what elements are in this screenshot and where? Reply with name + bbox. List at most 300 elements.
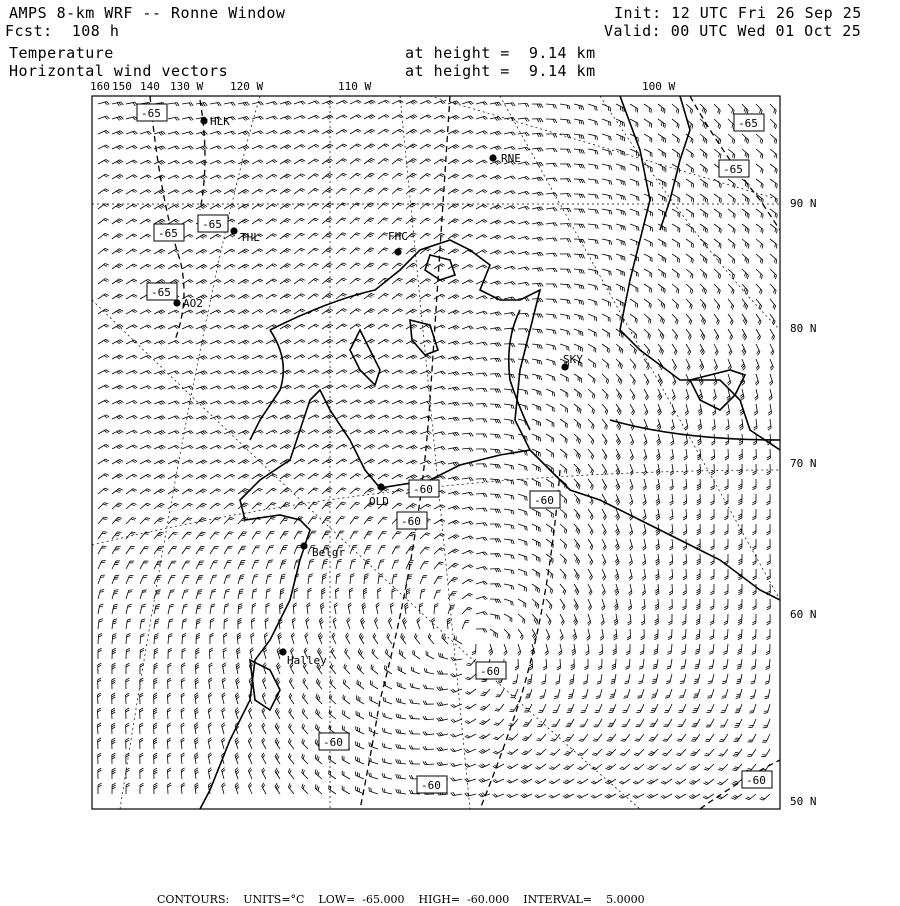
wind-barb <box>167 738 171 749</box>
wind-barb <box>280 116 291 120</box>
wind-barb <box>752 614 756 625</box>
wind-barb <box>322 444 333 449</box>
wind-barb <box>98 678 102 689</box>
wind-barb <box>208 738 212 749</box>
wind-barb <box>546 419 554 427</box>
wind-barb <box>504 434 514 440</box>
wind-barb <box>154 131 165 135</box>
wind-barb <box>98 159 109 164</box>
wind-barb <box>154 753 158 764</box>
wind-barb <box>616 179 625 185</box>
wind-barb <box>616 344 623 354</box>
wind-barb <box>280 444 291 449</box>
wind-barb <box>140 310 151 314</box>
wind-barb <box>490 509 501 513</box>
wind-barb <box>224 264 235 269</box>
wind-barb <box>359 633 364 644</box>
wind-barb <box>538 704 546 712</box>
wind-barb <box>252 102 263 105</box>
wind-barb <box>654 644 658 655</box>
wind-barb <box>336 444 347 449</box>
wind-barb <box>98 444 109 449</box>
contour-units: UNITS=°C <box>243 893 304 906</box>
wind-barb <box>476 464 487 468</box>
wind-barb <box>266 574 272 584</box>
wind-barb <box>493 749 504 754</box>
wind-barb <box>577 779 588 784</box>
wind-barb <box>439 653 448 659</box>
wind-barb <box>578 749 588 756</box>
wind-barb <box>336 263 346 269</box>
wind-barb <box>518 554 527 561</box>
wind-barb <box>644 254 652 262</box>
wind-barb <box>764 704 770 713</box>
wind-barb <box>672 194 680 202</box>
wind-barb <box>507 749 518 755</box>
wind-barb <box>262 708 266 719</box>
temperature-contours <box>150 96 780 809</box>
wind-barb <box>266 309 277 314</box>
wind-barb <box>210 340 221 344</box>
wind-barb <box>98 532 107 539</box>
wind-barb <box>546 299 557 303</box>
wind-barb <box>451 778 462 782</box>
wind-barb <box>644 359 649 370</box>
wind-barb <box>168 386 179 389</box>
wind-barb <box>700 149 707 158</box>
wind-barb <box>588 524 593 535</box>
wind-barb <box>770 134 777 144</box>
wind-barb <box>294 101 305 104</box>
wind-barb <box>689 794 700 799</box>
wind-barb <box>315 754 322 764</box>
wind-barb <box>294 130 305 134</box>
wind-barb <box>126 219 137 224</box>
wind-barb <box>686 299 692 309</box>
wind-barb <box>597 674 602 684</box>
wind-barb <box>642 539 646 550</box>
wind-barb <box>508 734 518 740</box>
station-label: OLD <box>369 495 389 508</box>
wind-barb <box>643 509 647 520</box>
wind-barb <box>222 678 226 689</box>
wind-barb <box>357 664 364 674</box>
wind-barb <box>140 768 144 779</box>
wind-barb <box>126 294 137 299</box>
wind-barb <box>437 762 448 766</box>
wind-barb <box>210 356 221 359</box>
wind-barb <box>168 633 172 644</box>
wind-barb <box>726 419 730 430</box>
wind-barb <box>403 618 407 629</box>
wind-barb <box>406 385 417 389</box>
wind-barb <box>448 159 459 164</box>
wind-barb <box>140 371 151 374</box>
wind-barb <box>644 374 649 385</box>
wind-barb <box>476 493 487 497</box>
contour-interval: INTERVAL= 5.0000 <box>523 893 644 906</box>
wind-barb <box>462 219 473 224</box>
wind-barb <box>630 239 639 246</box>
wind-barb <box>736 689 742 698</box>
wind-barb <box>448 477 459 481</box>
wind-barb <box>546 284 557 288</box>
wind-barb <box>98 233 109 239</box>
wind-barb <box>490 599 501 603</box>
wind-barb <box>196 532 206 539</box>
wind-barb <box>182 401 193 404</box>
wind-barb <box>560 524 567 534</box>
wind-barb <box>280 603 284 614</box>
wind-barb <box>364 218 374 224</box>
wind-barb <box>740 389 744 400</box>
wind-barb <box>668 629 672 640</box>
wind-barb <box>195 693 199 704</box>
wind-barb <box>235 783 239 794</box>
wind-barb <box>465 734 476 738</box>
wind-barb <box>378 218 388 224</box>
wind-barb <box>322 339 333 344</box>
wind-barb <box>392 339 403 344</box>
wind-barb <box>602 584 605 595</box>
wind-barb <box>546 149 557 153</box>
wind-barb <box>364 248 374 254</box>
wind-barb <box>182 175 193 179</box>
wind-barb <box>465 778 476 781</box>
wind-barb <box>532 237 543 241</box>
wind-barb <box>262 768 266 779</box>
wind-barb <box>98 619 103 629</box>
wind-barb <box>627 629 631 640</box>
station-dot <box>300 542 307 549</box>
wind-barb <box>262 693 266 704</box>
wind-barb <box>615 509 619 520</box>
wind-barb <box>196 371 207 375</box>
wind-barb <box>532 569 540 577</box>
wind-barb <box>196 160 207 164</box>
wind-barb <box>495 704 504 711</box>
wind-barb <box>248 768 252 779</box>
wind-barb <box>262 678 266 689</box>
wind-barb <box>490 389 501 393</box>
wind-barb <box>126 385 137 389</box>
wind-barb <box>760 794 770 800</box>
wind-barb <box>448 310 459 314</box>
wind-barb <box>126 693 130 704</box>
wind-barb <box>588 479 593 490</box>
wind-barb <box>476 296 487 299</box>
wind-barb <box>448 549 459 554</box>
wind-barb <box>378 445 389 449</box>
wind-barb <box>224 279 235 284</box>
wind-barb <box>507 764 518 769</box>
wind-barb <box>700 359 704 370</box>
wind-barb <box>752 629 756 640</box>
wind-barb <box>224 430 235 434</box>
wind-barb <box>588 434 594 445</box>
wind-barb <box>248 783 252 794</box>
wind-barb <box>644 314 651 324</box>
wind-barb <box>602 224 612 230</box>
wind-barb <box>700 164 707 173</box>
wind-barb <box>112 723 116 734</box>
wind-barb <box>466 659 476 666</box>
wind-barb <box>490 266 501 270</box>
wind-barb <box>588 119 597 125</box>
wind-barb <box>658 149 666 158</box>
wind-barb <box>518 252 529 255</box>
wind-barb <box>602 464 607 475</box>
wind-barb <box>434 130 445 134</box>
wind-barb <box>350 115 361 119</box>
wind-barb <box>196 131 207 135</box>
wind-barb <box>728 344 732 355</box>
wind-barb <box>289 723 294 734</box>
wind-barb <box>126 325 137 329</box>
wind-barb <box>768 404 772 415</box>
wind-barb <box>396 698 406 704</box>
wind-barb <box>615 554 619 565</box>
wind-barb <box>140 503 151 509</box>
wind-barb <box>210 131 221 134</box>
wind-barb <box>700 314 706 325</box>
wind-barb <box>601 599 604 610</box>
wind-barb <box>686 239 693 248</box>
wind-barb <box>266 130 277 134</box>
wind-barb <box>671 404 674 415</box>
lon-label-110w: 110 W <box>338 80 371 93</box>
wind-barb <box>363 588 367 599</box>
wind-barb <box>168 356 179 359</box>
wind-barb <box>181 723 185 734</box>
wind-barb <box>308 502 318 509</box>
wind-barb <box>424 668 434 674</box>
wind-barb <box>630 104 638 113</box>
wind-barb <box>238 102 249 106</box>
wind-barb <box>490 539 501 543</box>
wind-barb <box>140 518 150 524</box>
wind-barb <box>168 663 172 674</box>
wind-barb <box>681 644 686 654</box>
wind-barb <box>196 619 201 629</box>
wind-barb <box>451 674 462 677</box>
wind-barb <box>168 575 176 584</box>
wind-barb <box>579 734 588 741</box>
wind-barb <box>154 460 165 464</box>
wind-barb <box>633 779 644 784</box>
wind-barb <box>686 149 693 158</box>
wind-barb <box>396 759 406 764</box>
wind-barb <box>462 295 473 299</box>
wind-barb <box>98 263 109 269</box>
wind-barb <box>252 488 263 494</box>
wind-barb <box>518 479 527 486</box>
wind-barb <box>560 509 567 519</box>
wind-barb <box>98 503 108 509</box>
wind-barb <box>728 179 735 188</box>
wind-barb <box>747 749 756 756</box>
wind-barb <box>322 130 333 134</box>
wind-barb <box>98 218 109 224</box>
wind-barb <box>724 599 728 610</box>
wind-barb <box>224 618 228 629</box>
wind-barb <box>392 460 403 464</box>
wind-barb <box>140 386 151 389</box>
wind-barb <box>742 194 749 203</box>
wind-barb <box>714 269 721 279</box>
wind-barb <box>630 149 638 157</box>
wind-barb <box>535 794 546 798</box>
wind-barb <box>490 281 501 285</box>
wind-barb <box>98 102 109 105</box>
wind-barb <box>308 159 319 164</box>
wind-barb <box>238 604 242 614</box>
wind-barb <box>364 531 373 539</box>
wind-barb <box>742 224 749 233</box>
wind-barb <box>558 644 562 655</box>
wind-barb <box>695 659 700 669</box>
wind-barb <box>266 145 277 149</box>
wind-barb <box>572 644 576 655</box>
wind-barb <box>196 474 207 479</box>
wind-barb <box>738 494 742 505</box>
wind-barb <box>369 757 378 764</box>
wind-barb <box>756 284 762 294</box>
wind-barb <box>490 584 501 588</box>
wind-barb <box>154 325 165 329</box>
wind-barb <box>364 144 375 149</box>
wind-barb <box>252 160 263 164</box>
wind-barb <box>750 689 756 699</box>
wind-barb <box>574 134 584 139</box>
wind-barb <box>670 479 674 490</box>
wind-barb <box>686 284 693 294</box>
wind-barb <box>196 234 207 239</box>
wind-barb <box>342 756 350 764</box>
wind-barb <box>210 575 217 584</box>
wind-barb <box>238 445 249 449</box>
wind-barb <box>154 204 165 209</box>
wind-barb <box>647 779 658 784</box>
wind-barb <box>512 674 518 684</box>
wind-barb <box>630 359 636 369</box>
wind-barb <box>522 749 532 755</box>
wind-barb <box>112 219 123 224</box>
wind-barb <box>181 708 185 719</box>
wind-barb <box>628 599 632 610</box>
wind-barb <box>745 794 756 800</box>
wind-barb <box>182 547 191 554</box>
wind-barb <box>490 117 501 121</box>
wind-barb <box>195 663 199 674</box>
wind-barb <box>574 239 585 243</box>
wind-barb <box>168 117 179 121</box>
wind-barb <box>692 704 700 712</box>
wind-barb <box>322 415 333 419</box>
wind-barb <box>574 494 580 504</box>
wind-barb <box>378 188 388 194</box>
wind-barb <box>546 389 555 397</box>
wind-barb <box>672 149 680 158</box>
wind-barb <box>588 464 594 475</box>
wind-barb <box>210 160 221 164</box>
wind-barb <box>406 294 417 299</box>
wind-barb <box>656 434 660 445</box>
wind-barb <box>711 479 715 490</box>
wind-barb <box>410 683 420 689</box>
wind-barb <box>434 417 445 420</box>
wind-barb <box>434 519 445 524</box>
wind-barb <box>251 618 255 629</box>
wind-barb <box>711 494 715 505</box>
wind-barb <box>364 158 375 164</box>
wind-barb <box>770 149 777 159</box>
wind-barb <box>195 678 199 689</box>
wind-barb <box>406 309 417 314</box>
wind-barb <box>224 589 230 599</box>
wind-barb <box>532 434 540 442</box>
wind-barb <box>560 179 571 183</box>
wind-barb <box>639 659 644 669</box>
wind-barb <box>434 325 445 329</box>
wind-barb <box>182 474 193 479</box>
wind-barb <box>602 149 611 155</box>
wind-barb <box>568 689 574 699</box>
wind-barb <box>208 753 212 764</box>
wind-barb <box>630 374 635 385</box>
wind-barb <box>302 784 308 794</box>
wind-barb <box>409 715 420 719</box>
wind-barb <box>308 559 314 569</box>
wind-barb <box>336 473 347 479</box>
wind-barb <box>182 340 193 344</box>
wind-barb <box>224 401 235 404</box>
wind-barb <box>223 648 227 659</box>
wind-barb <box>420 309 431 314</box>
wind-barb <box>532 329 543 333</box>
wind-barb <box>294 233 305 239</box>
wind-barb <box>420 218 430 224</box>
wind-barb <box>448 174 459 179</box>
wind-barb <box>182 648 186 659</box>
wind-barb <box>518 118 529 122</box>
wind-barb <box>448 402 459 406</box>
wind-barb <box>755 389 759 400</box>
wind-barb <box>195 723 199 734</box>
wind-barb <box>574 599 578 610</box>
wind-barb <box>280 101 291 105</box>
wind-barb <box>545 644 548 655</box>
wind-barb <box>476 190 487 194</box>
wind-barb <box>182 146 193 149</box>
wind-barb <box>766 494 770 505</box>
wind-barb <box>280 294 291 299</box>
wind-barb <box>735 704 742 713</box>
wind-barb <box>690 749 700 756</box>
wind-barb <box>406 144 417 149</box>
wind-barb <box>322 278 333 284</box>
wind-barb <box>434 402 445 405</box>
wind-barb <box>294 339 305 344</box>
wind-barb <box>252 279 263 284</box>
wind-barb <box>336 100 347 104</box>
wind-barb <box>490 220 501 224</box>
wind-barb <box>364 385 375 389</box>
wind-barb <box>643 524 647 535</box>
wind-barb <box>112 488 123 494</box>
wind-barb <box>658 299 665 309</box>
wind-barb <box>140 753 144 764</box>
